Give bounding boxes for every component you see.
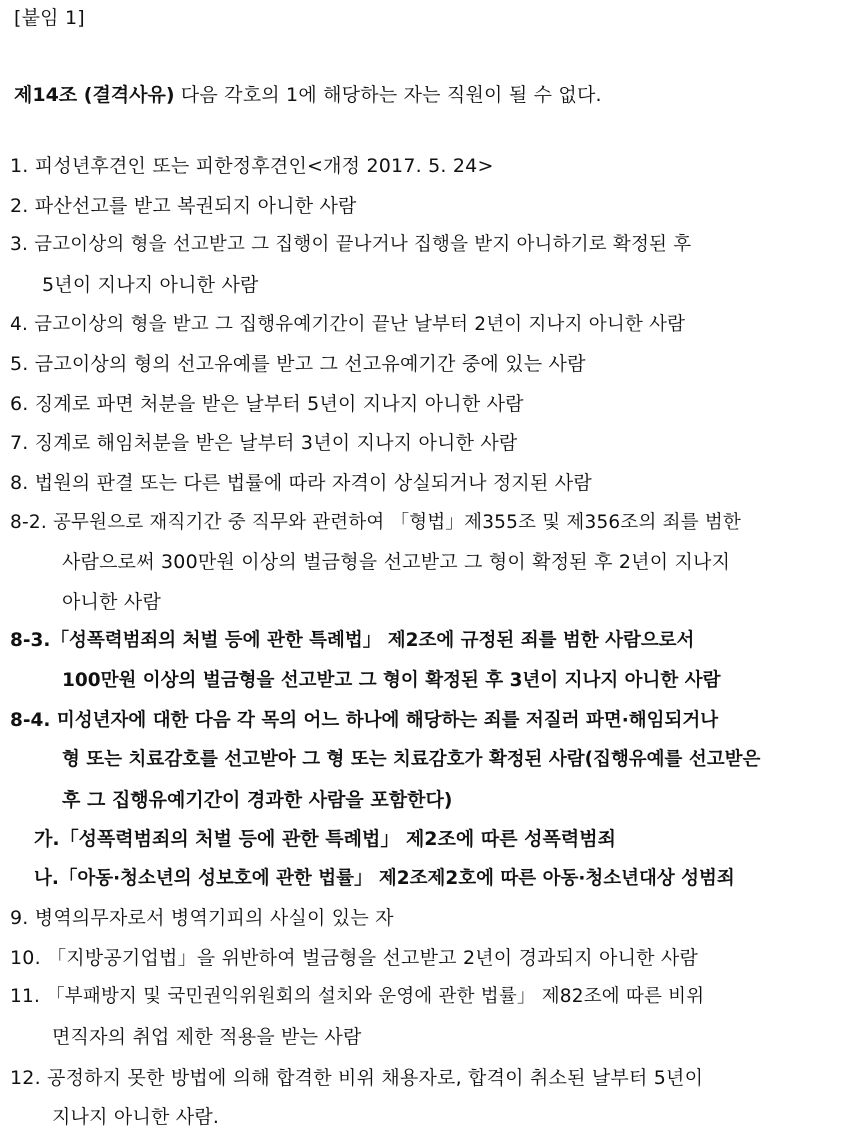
list-item-8: 8. 법원의 판결 또는 다른 법률에 따라 자격이 상실되거나 정지된 사람 xyxy=(10,472,592,494)
sub-item-ga: 가.「성폭력범죄의 처벌 등에 관한 특례법」 제2조에 따른 성폭력범죄 xyxy=(34,828,616,850)
list-item-7: 7. 징계로 해임처분을 받은 날부터 3년이 지나지 아니한 사람 xyxy=(10,432,518,454)
list-item-10: 10. 「지방공기업법」을 위반하여 벌금형을 선고받고 2년이 경과되지 아니한 사람 xyxy=(10,947,699,969)
list-item-9: 9. 병역의무자로서 병역기피의 사실이 있는 자 xyxy=(10,907,394,929)
article-intro: 다음 각호의 1에 해당하는 자는 직원이 될 수 없다. xyxy=(180,84,602,106)
list-item-8-4: 8-4. 미성년자에 대한 다음 각 목의 어느 하나에 해당하는 죄를 저질러 파면·해임되거나 xyxy=(10,710,719,731)
list-item-8-3: 8-3.「성폭력범죄의 처벌 등에 관한 특례법」 제2조에 규정된 죄를 범한 사람으로서 xyxy=(10,630,695,651)
article-heading: 제14조 (결격사유) xyxy=(14,84,175,106)
list-item-8-4-cont: 형 또는 치료감호를 선고받아 그 형 또는 치료감호가 확정된 사람(집행유예를 선고받은 xyxy=(62,749,761,770)
list-item-4: 4. 금고이상의 형을 받고 그 집행유예기간이 끝난 날부터 2년이 지나지 아니한 사람 xyxy=(10,314,686,335)
list-item-8-2-cont: 아니한 사람 xyxy=(62,591,162,613)
list-item-12-cont: 지나지 아니한 사람. xyxy=(52,1106,220,1128)
article-14 xyxy=(14,83,602,107)
list-item-8-2-cont: 사람으로써 300만원 이상의 벌금형을 선고받고 그 형이 확정된 후 2년이 지나지 xyxy=(62,551,731,573)
attachment-label: [붙임 1] xyxy=(14,7,85,29)
list-item-11: 11. 「부패방지 및 국민권익위원회의 설치와 운영에 관한 법률」 제82조에 따른 비위 xyxy=(10,986,705,1007)
list-item-8-4-cont: 후 그 집행유예기간이 경과한 사람을 포함한다) xyxy=(62,789,453,811)
list-item-8-3-cont: 100만원 이상의 벌금형을 선고받고 그 형이 확정된 후 3년이 지나지 아니한 사람 xyxy=(62,670,721,691)
list-item-12: 12. 공정하지 못한 방법에 의해 합격한 비위 채용자로, 합격이 취소된 날부터 5년이 xyxy=(10,1067,704,1089)
sub-item-na: 나.「아동·청소년의 성보호에 관한 법률」 제2조제2호에 따른 아동·청소년대상 성범죄 xyxy=(34,868,735,889)
list-item-5: 5. 금고이상의 형의 선고유예를 받고 그 선고유예기간 중에 있는 사람 xyxy=(10,353,586,375)
list-item-3-cont: 5년이 지나지 아니한 사람 xyxy=(42,274,259,296)
list-item-3: 3. 금고이상의 형을 선고받고 그 집행이 끝나거나 집행을 받지 아니하기로 확정된 후 xyxy=(10,234,692,255)
list-item-11-cont: 면직자의 취업 제한 적용을 받는 사람 xyxy=(52,1026,362,1048)
list-item-8-2: 8-2. 공무원으로 재직기간 중 직무와 관련하여 「형법」제355조 및 제356조의 죄를 범한 xyxy=(10,512,741,533)
list-item-1: 1. 피성년후견인 또는 피한정후견인<개정 2017. 5. 24> xyxy=(10,155,494,177)
list-item-2: 2. 파산선고를 받고 복권되지 아니한 사람 xyxy=(10,195,357,217)
list-item-6: 6. 징계로 파면 처분을 받은 날부터 5년이 지나지 아니한 사람 xyxy=(10,393,524,415)
